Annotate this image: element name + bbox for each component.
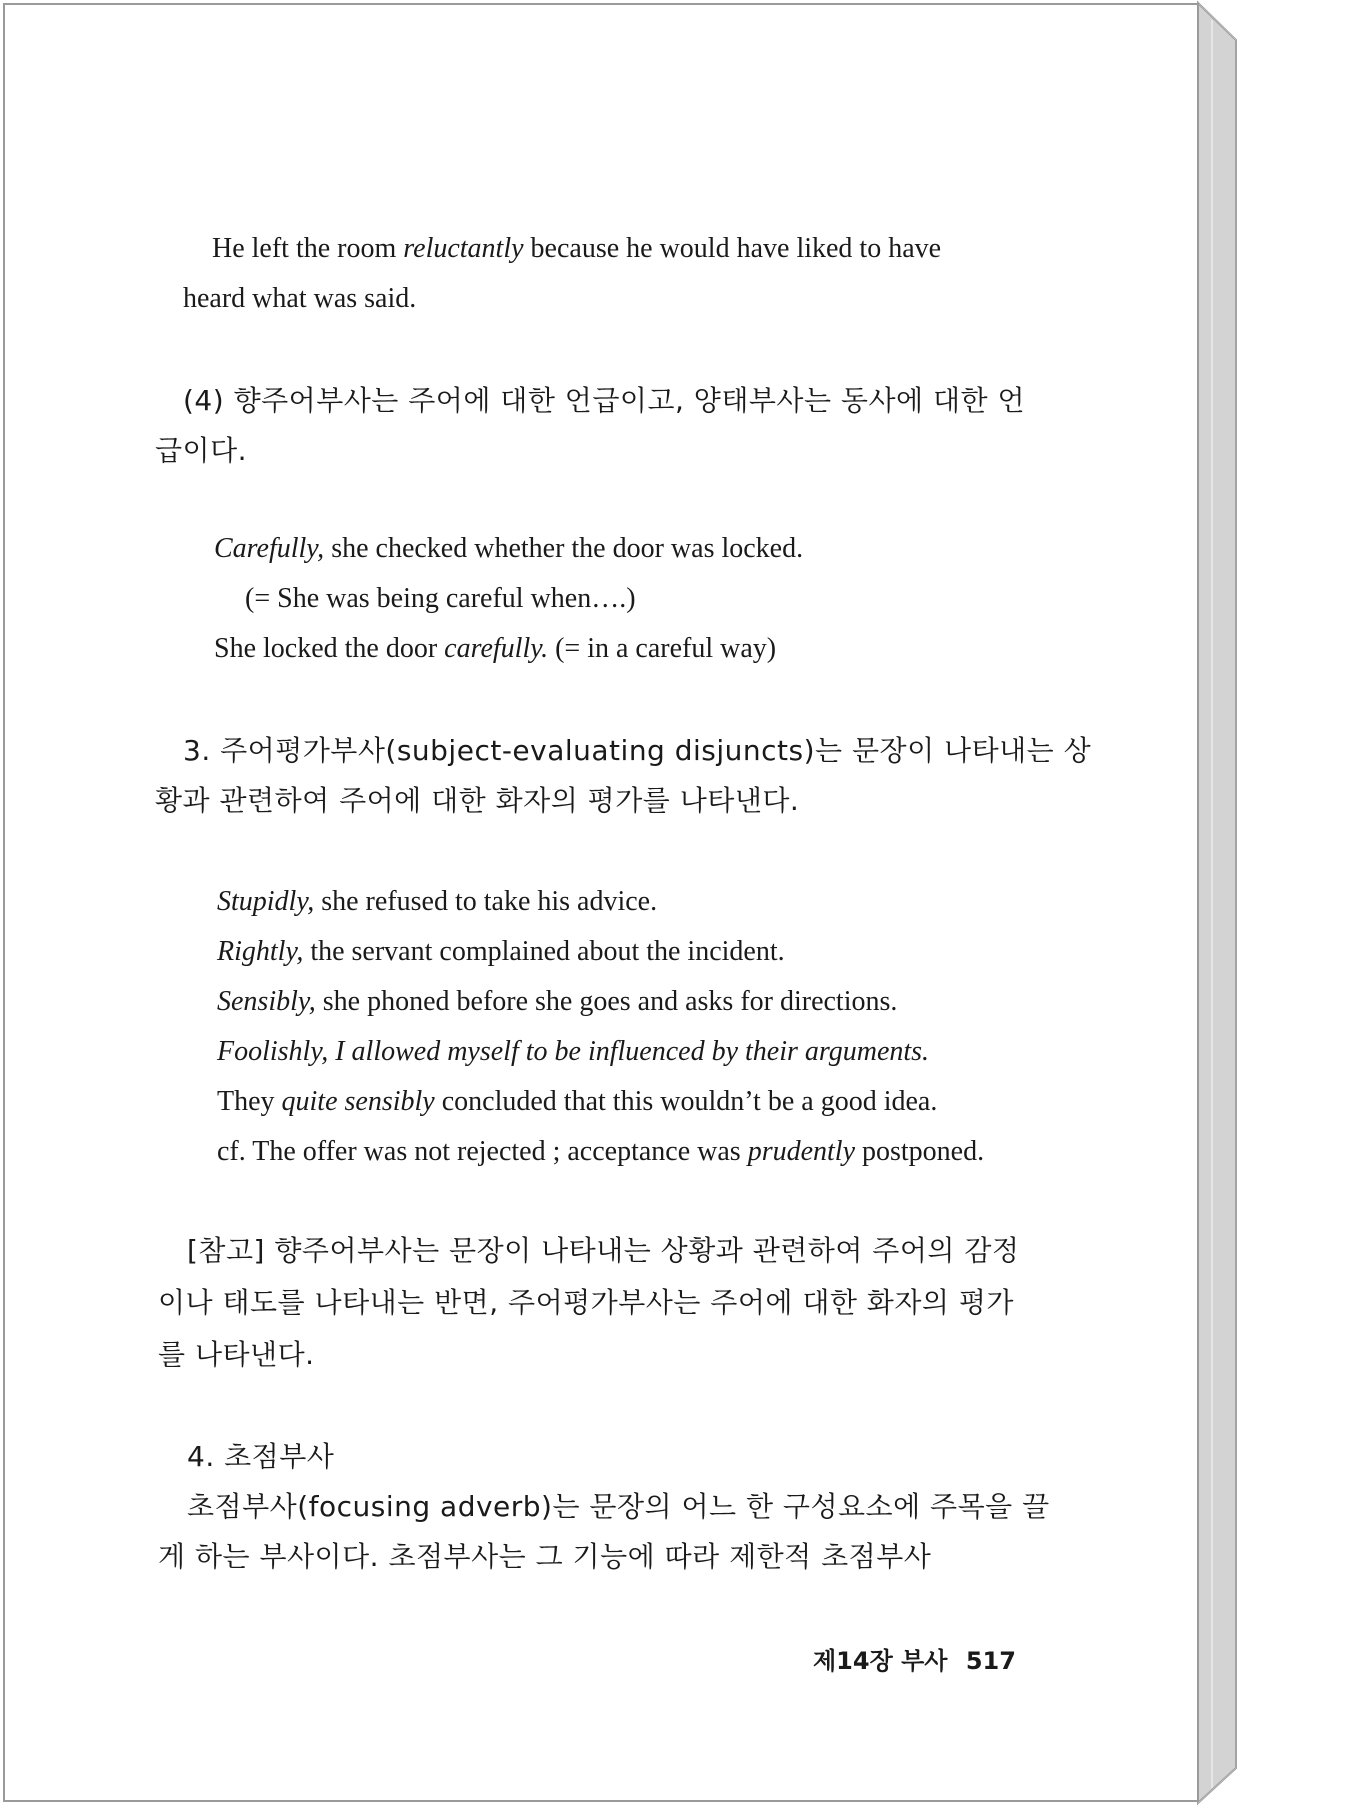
paragraph-line: 게 하는 부사이다. 초점부사는 그 기능에 따라 제한적 초점부사: [158, 1540, 932, 1573]
chapter-label: 제14장 부사: [813, 1647, 948, 1675]
page-number: 517: [965, 1647, 1016, 1675]
example-line: Sensibly, she phoned before she goes and asks for directions.: [217, 986, 898, 1017]
example-line: She locked the door carefully. (= in a careful way): [214, 633, 777, 664]
example-line: Rightly, the servant complained about the incident.: [217, 936, 785, 967]
example-line: Foolishly, I allowed myself to be influenced by their arguments.: [217, 1036, 930, 1067]
note-line: 를 나타낸다.: [158, 1338, 315, 1371]
example-line: (= She was being careful when….): [245, 583, 636, 614]
paragraph-line: 황과 관련하여 주어에 대한 화자의 평가를 나타낸다.: [155, 784, 800, 817]
paragraph-line: 급이다.: [155, 434, 248, 467]
note-line: [참고] 향주어부사는 문장이 나타내는 상황과 관련하여 주어의 감정: [187, 1234, 1020, 1267]
example-line: Stupidly, she refused to take his advice.: [217, 886, 658, 917]
paragraph-line: (4) 향주어부사는 주어에 대한 언급이고, 양태부사는 동사에 대한 언: [183, 384, 1026, 417]
example-line: He left the room reluctantly because he would have liked to have: [212, 233, 942, 264]
example-line: Carefully, she checked whether the door was locked.: [214, 533, 804, 564]
page-footer: [813, 1641, 1016, 1676]
section-heading: 4. 초점부사: [187, 1440, 335, 1473]
example-line: heard what was said.: [183, 283, 417, 314]
example-line: They quite sensibly concluded that this wouldn’t be a good idea.: [217, 1086, 938, 1117]
note-line: 이나 태도를 나타내는 반면, 주어평가부사는 주어에 대한 화자의 평가: [158, 1286, 1014, 1319]
paragraph-line: 초점부사(focusing adverb)는 문장의 어느 한 구성요소에 주목을 끌: [187, 1490, 1050, 1523]
example-line: cf. The offer was not rejected ; acceptance was prudently postponed.: [217, 1136, 985, 1167]
paragraph-line: 3. 주어평가부사(subject-evaluating disjuncts)는 문장이 나타내는 상: [183, 734, 1092, 767]
